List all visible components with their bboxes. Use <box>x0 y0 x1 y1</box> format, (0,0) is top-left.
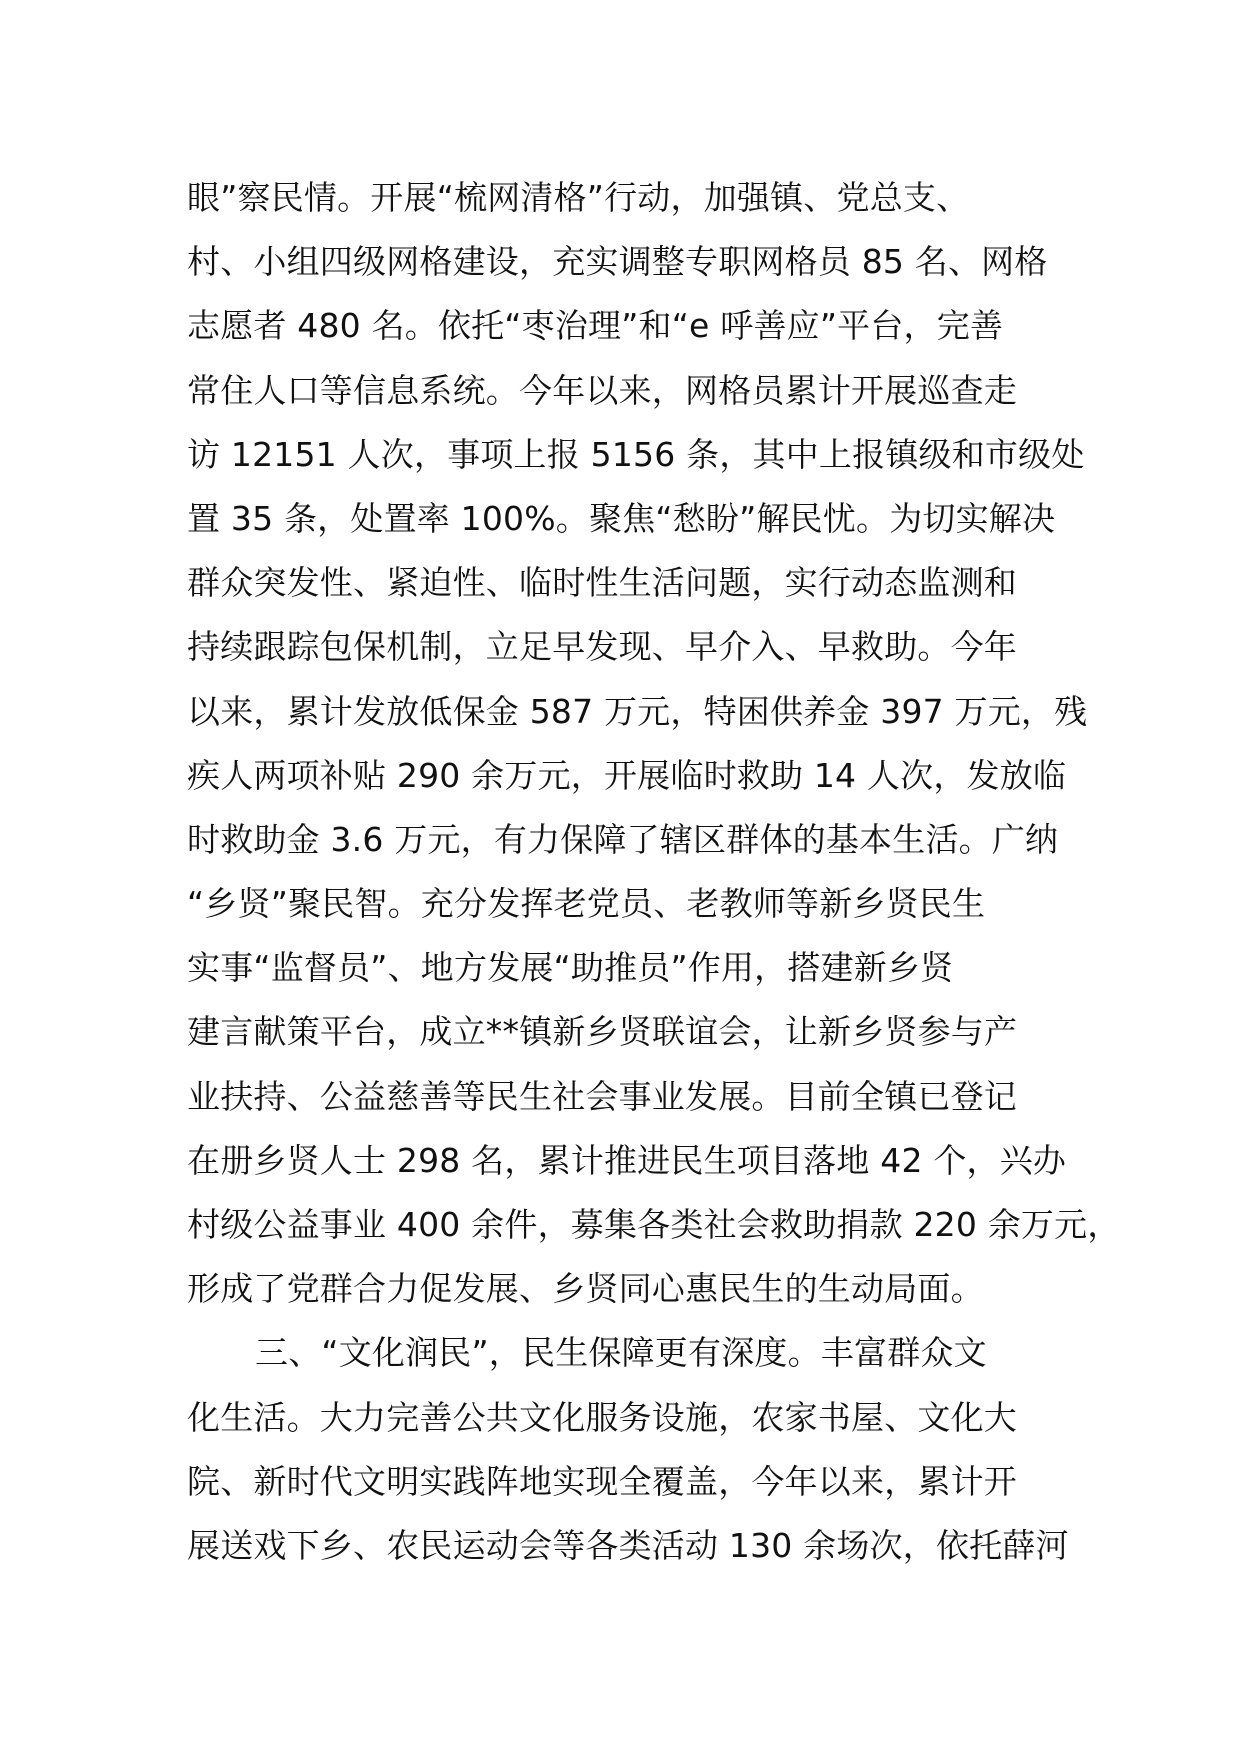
text-line: 常住人口等信息系统。今年以来，网格员累计开展巡查走 <box>187 370 1017 410</box>
text-line: 群众突发性、紧迫性、临时性生活问题，实行动态监测和 <box>187 563 1017 603</box>
text-line: 院、新时代文明实践阵地实现全覆盖，今年以来，累计开 <box>187 1461 1017 1501</box>
text-line: 化生活。大力完善公共文化服务设施，农家书屋、文化大 <box>187 1397 1017 1437</box>
text-line: 在册乡贤人士 298 名，累计推进民生项目落地 42 个，兴办 <box>187 1140 1067 1180</box>
text-line: 疾人两项补贴 290 余万元，开展临时救助 14 人次，发放临 <box>187 755 1067 795</box>
text-line: 置 35 条，处置率 100%。聚焦“愁盼”解民忧。为切实解决 <box>187 498 1056 538</box>
text-line: 业扶持、公益慈善等民生社会事业发展。目前全镇已登记 <box>187 1076 1017 1116</box>
text-line: 村、小组四级网格建设，充实调整专职网格员 85 名、网格 <box>187 242 1048 282</box>
text-line: “乡贤”聚民智。充分发挥老党员、老教师等新乡贤民生 <box>187 884 986 924</box>
text-line: 实事“监督员”、地方发展“助推员”作用，搭建新乡贤 <box>187 948 954 988</box>
text-line: 形成了党群合力促发展、乡贤同心惠民生的生动局面。 <box>187 1269 984 1309</box>
text-line: 建言献策平台，成立**镇新乡贤联谊会，让新乡贤参与产 <box>187 1012 1018 1052</box>
text-line: 持续跟踪包保机制，立足早发现、早介入、早救助。今年 <box>187 627 1017 667</box>
text-line: 眼”察民情。开展“梳网清格”行动，加强镇、党总支、 <box>187 178 970 217</box>
text-line: 访 12151 人次，事项上报 5156 条，其中上报镇级和市级处 <box>187 434 1085 474</box>
text-line: 展送戏下乡、农民运动会等各类活动 130 余场次，依托薛河 <box>187 1525 1069 1565</box>
section-heading-line: 三、“文化润民”，民生保障更有深度。丰富群众文 <box>255 1333 987 1373</box>
text-line: 以来，累计发放低保金 587 万元，特困供养金 397 万元，残 <box>187 691 1088 731</box>
text-line: 志愿者 480 名。依托“枣治理”和“e 呼善应”平台，完善 <box>187 306 1004 346</box>
text-line: 村级公益事业 400 余件，募集各类社会救助捐款 220 余万元， <box>187 1205 1121 1244</box>
body-text <box>187 166 1121 1578</box>
text-line: 时救助金 3.6 万元，有力保障了辖区群体的基本生活。广纳 <box>187 819 1059 859</box>
